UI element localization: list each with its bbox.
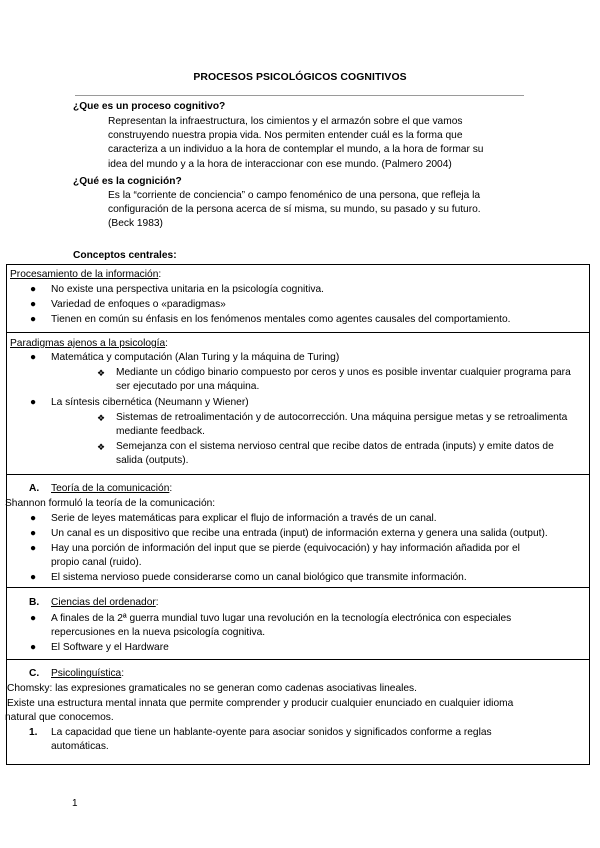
- question-cognitive-process: ¿Que es un proceso cognitivo?: [73, 101, 226, 112]
- page-number: 1: [72, 798, 78, 809]
- answer-line: idea del mundo y a la hora de interaccionar con ese mundo. (Palmero 2004): [108, 158, 452, 170]
- diamond-bullet-icon: ❖: [97, 413, 106, 423]
- answer-line: construyendo nuestra propia vida. Nos permiten entender cuál es la forma que: [108, 130, 463, 142]
- box-paragraph-continuation: natural que conocemos.: [5, 712, 114, 723]
- box-computer-science: B. Ciencias del ordenador: ● A finales de la 2ª guerra mundial tuvo lugar una revolución en la tecnología electrónica con especiales repercusiones en la nueva psicología cognitiva. ● El Software y el Hardware: [6, 588, 590, 660]
- section-letter: C.: [29, 668, 40, 679]
- answer-line: Representan la infraestructura, los cimientos y el armazón sobre el que vamos: [108, 116, 463, 127]
- bullet-icon: ●: [30, 284, 37, 295]
- bullet-icon: ●: [30, 314, 37, 325]
- bullet-icon: ●: [30, 397, 37, 408]
- answer-line: (Beck 1983): [108, 218, 163, 230]
- box-intro: Shannon formuló la teoría de la comunicación:: [5, 498, 216, 509]
- bullet-icon: ●: [30, 642, 37, 653]
- bullet-icon: ●: [30, 352, 37, 363]
- box-heading: Teoría de la comunicación:: [51, 483, 173, 494]
- question-cognition: ¿Qué es la cognición?: [73, 176, 182, 187]
- bullet-icon: ●: [30, 513, 37, 524]
- answer-cognition: [108, 189, 523, 232]
- answer-cognitive-process: [108, 115, 523, 172]
- title-rule: [75, 95, 524, 96]
- box-paragraph: Chomsky: las expresiones gramaticales no se generan como cadenas asociativas lineales.: [7, 683, 417, 694]
- bullet-icon: ●: [30, 572, 37, 583]
- bullet-icon: ●: [30, 613, 37, 624]
- box-paragraph: Existe una estructura mental innata que permite comprender y producir cualquier enunciado en cualquier idioma: [7, 698, 514, 709]
- diamond-bullet-icon: ❖: [97, 442, 106, 452]
- box-heading: Procesamiento de la información:: [10, 269, 162, 280]
- section-letter: A.: [29, 483, 40, 494]
- box-communication-theory: A. Teoría de la comunicación: Shannon formuló la teoría de la comunicación: ● Serie de leyes matemáticas para explicar el flujo de información a través de un canal. ● Un canal es un dispositivo que recibe una entrada (input) de información externa y genera una salida (output). ● Hay una porción de información del input que se pierde (equivocación) y hay información añadida por el propio canal (ruido). ● El sistema nervioso puede considerarse como un canal biológico que transmite información.: [6, 475, 590, 588]
- box-heading: Psicolinguística:: [51, 668, 125, 679]
- box-information-processing: Procesamiento de la información: ● No existe una perspectiva unitaria en la psicología cognitiva. ● Variedad de enfoques o «paradigmas» ● Tienen en común su énfasis en los fenómenos mentales como agentes causales del comportamiento.: [6, 264, 590, 333]
- box-heading: Paradigmas ajenos a la psicología:: [10, 338, 169, 349]
- answer-line: configuración de la persona acerca de sí misma, su mundo, su pasado y su futuro.: [108, 204, 481, 216]
- box-psycholinguistics: C. Psicolinguística: Chomsky: las expresiones gramaticales no se generan como cadenas asociativas lineales. Existe una estructura mental innata que permite comprender y producir cualquier enunciado en cualquier idioma natural que conocemos. 1. La capacidad que tiene un hablante-oyente para asociar sonidos y significados conforme a reglas automáticas.: [6, 660, 590, 765]
- box-external-paradigms: Paradigmas ajenos a la psicología: ● Matemática y computación (Alan Turing y la máquina de Turing) ❖ Mediante un código binario compuesto por ceros y unos es posible inventar cualquier programa para ser ejecutado por una máquina. ● La síntesis cibernética (Neumann y Wiener) ❖ Sistemas de retroalimentación y de autocorrección. Una máquina persigue metas y se retroalimenta mediante feedback. ❖ Semejanza con el sistema nervioso central que recibe datos de entrada (inputs) y emite datos de salida (outputs).: [6, 333, 590, 475]
- bullet-icon: ●: [30, 299, 37, 310]
- diamond-bullet-icon: ❖: [97, 368, 106, 378]
- box-heading: Ciencias del ordenador:: [51, 597, 159, 608]
- bullet-icon: ●: [30, 528, 37, 539]
- concepts-heading: Conceptos centrales:: [73, 250, 177, 261]
- section-letter: B.: [29, 597, 40, 608]
- answer-line: Es la “corriente de conciencia” o campo fenoménico de una persona, que refleja la: [108, 190, 481, 201]
- answer-line: caracteriza a un individuo a la hora de contemplar el mundo, a la hora de formar su: [108, 144, 484, 156]
- document-title: PROCESOS PSICOLÓGICOS COGNITIVOS: [193, 72, 407, 83]
- bullet-icon: ●: [30, 543, 37, 554]
